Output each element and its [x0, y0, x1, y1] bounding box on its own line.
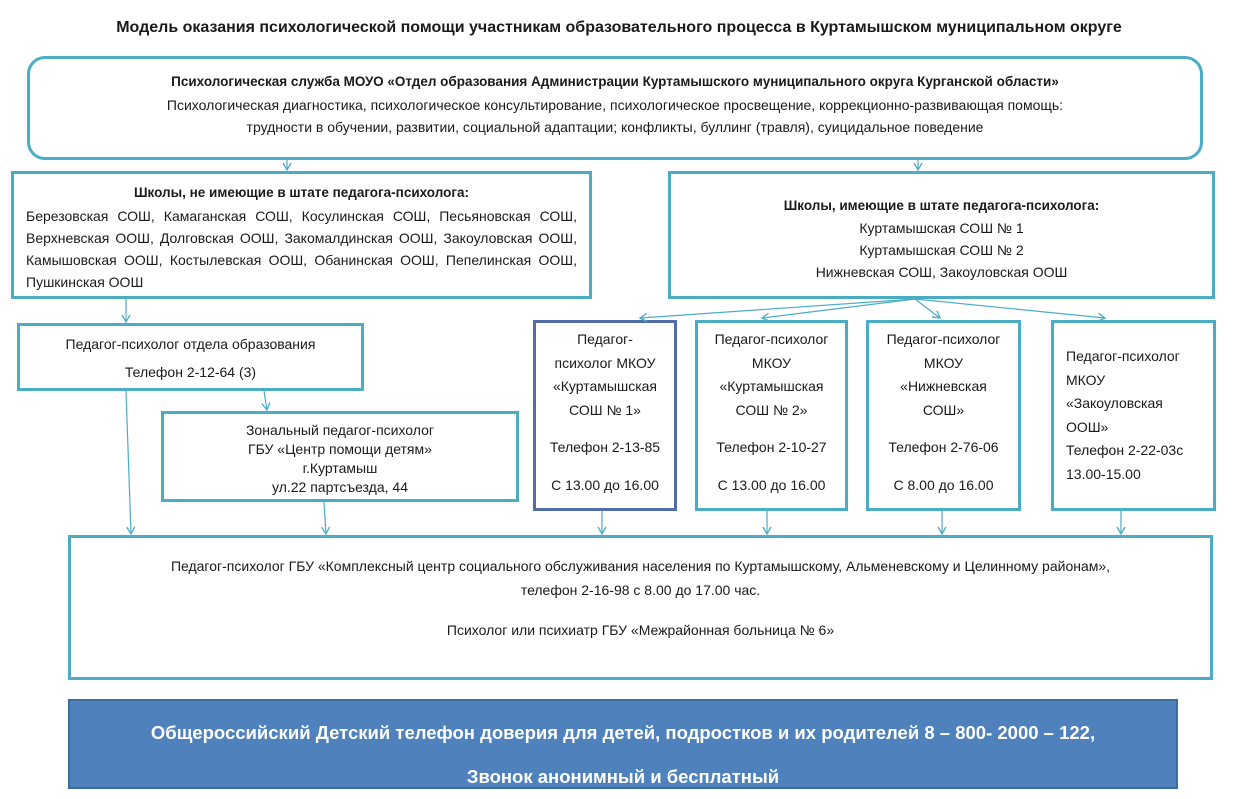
school-line: «Нижневская [900, 378, 987, 394]
schools-with-item: Нижневская СОШ, Закоуловская ООШ [815, 264, 1068, 280]
school-hours: 13.00-15.00 [1066, 465, 1141, 482]
edu-psychologist-name: Педагог-психолог отдела образования [65, 336, 316, 352]
school-phone: Телефон 2-10-27 [716, 439, 827, 455]
schools-without-list: Березовская СОШ, Камаганская СОШ, Косулинская СОШ, Песьяновская СОШ, Верхневская ООШ, Долговская ООШ, Закомалдинская ООШ, Закоуловская ООШ, Камышовская ООШ, Костылевская ООШ, Обанинская ООШ, Пепелинская ООШ, Пушкинская ООШ [26, 208, 577, 290]
zonal-psychologist-box [161, 411, 519, 502]
zonal-line: Зональный педагог-психолог [245, 422, 435, 438]
arrow [640, 299, 915, 318]
school-psychologist-kurtamysh-2 [695, 320, 848, 511]
school-psychologist-zakoulovskaya [1051, 320, 1216, 511]
school-hours: С 13.00 до 16.00 [551, 476, 659, 493]
schools-with-item: Куртамышская СОШ № 2 [859, 242, 1024, 258]
social-line-1: Педагог-психолог ГБУ «Комплексный центр социального обслуживания населения по Куртамышскому, Альменевскому и Целинному районам», [170, 558, 1111, 574]
service-line-1: Психологическая диагностика, психологическое консультирование, психологическое просвещение, коррекционно-развивающая помощь: [166, 97, 1064, 113]
school-line: МКОУ [751, 354, 792, 371]
school-line: МКОУ [923, 354, 964, 371]
school-line: «Куртамышская [719, 378, 824, 394]
service-line-2: трудности в обучении, развитии, социальной адаптации; конфликты, буллинг (травля), суицидальное поведение [246, 119, 984, 135]
social-line-2: телефон 2-16-98 с 8.00 до 17.00 час. [520, 582, 761, 598]
psychological-service-box [27, 56, 1203, 160]
schools-with-heading: Школы, имеющие в штате педагога-психолога: [783, 198, 1100, 213]
school-hours: С 13.00 до 16.00 [717, 476, 826, 493]
arrow [264, 391, 267, 410]
hotline-line-2: Звонок анонимный и бесплатный [466, 766, 780, 787]
arrow [324, 502, 326, 534]
school-hours: С 8.00 до 16.00 [893, 476, 994, 493]
school-line: «Закоуловская [1066, 395, 1163, 411]
school-line: ООШ» [1066, 418, 1109, 435]
schools-with-psychologist-box [668, 171, 1215, 299]
zonal-line: ГБУ «Центр помощи детям» [248, 441, 432, 457]
social-service-box [68, 535, 1213, 680]
school-phone: Телефон 2-13-85 [549, 439, 661, 455]
schools-without-psychologist-box [11, 171, 592, 299]
arrow [762, 299, 915, 318]
social-line-3: Психолог или психиатр ГБУ «Межрайонная больница № 6» [446, 622, 835, 638]
arrow [126, 391, 131, 534]
arrow [915, 299, 940, 318]
school-line: Педагог-психолог [1066, 348, 1180, 364]
school-line: СОШ № 2» [735, 401, 808, 418]
schools-without-heading: Школы, не имеющие в штате педагога-психолога: [133, 185, 469, 200]
school-line: СОШ № 1» [569, 401, 641, 418]
edu-psychologist-phone: Телефон 2-12-64 (3) [124, 364, 257, 380]
hotline-banner [68, 699, 1178, 789]
education-department-psychologist-box [17, 323, 364, 391]
school-psychologist-kurtamysh-1 [533, 320, 677, 511]
school-line: Педагог-психолог [886, 331, 1001, 347]
school-phone: Телефон 2-76-06 [888, 439, 999, 455]
school-psychologist-nizhnevskaya [866, 320, 1021, 511]
school-line: Педагог-психолог [714, 331, 829, 347]
hotline-line-1: Общероссийский Детский телефон доверия для детей, подростков и их родителей 8 – 800- 2000 – 122, [150, 722, 1096, 743]
zonal-line: г.Куртамыш [302, 460, 378, 476]
service-heading: Психологическая служба МОУО «Отдел образования Администрации Куртамышского муниципального округа Курганской области» [171, 74, 1059, 89]
school-line: психолог МКОУ [554, 354, 656, 371]
school-line: МКОУ [1066, 371, 1106, 388]
school-line: «Куртамышская [552, 378, 658, 394]
zonal-line: ул.22 партсъезда, 44 [272, 479, 408, 495]
schools-with-item: Куртамышская СОШ № 1 [859, 220, 1024, 236]
arrow [915, 299, 1105, 318]
diagram-title: Модель оказания психологической помощи участникам образовательного процесса в Куртамышском муниципальном округе [116, 19, 1122, 36]
school-line: Педагог- [577, 331, 633, 347]
school-phone: Телефон 2-22-03с [1066, 442, 1184, 458]
school-line: СОШ» [922, 401, 965, 418]
